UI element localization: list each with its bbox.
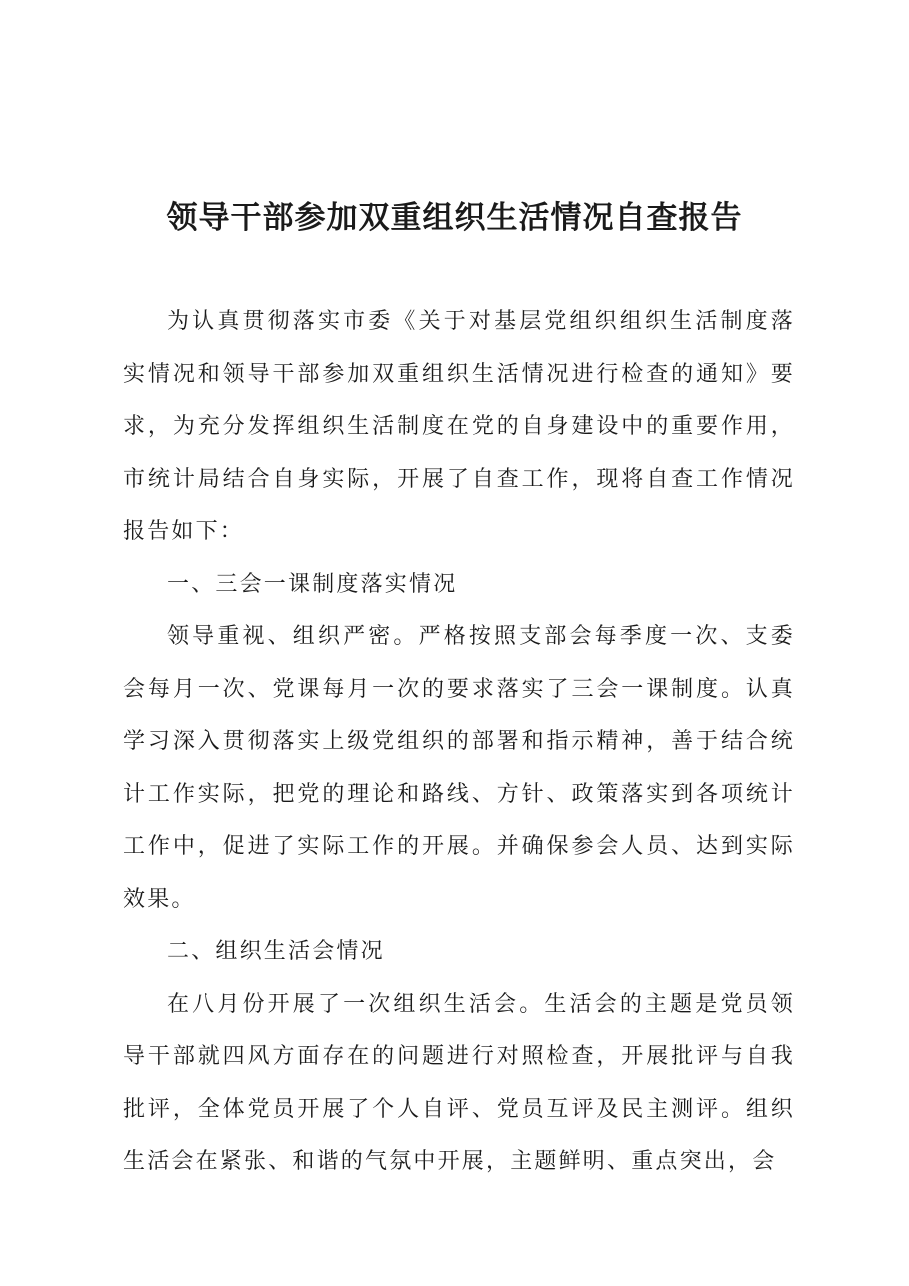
document-title: 领导干部参加双重组织生活情况自查报告 (166, 200, 743, 236)
section-heading-1: 一、三会一课制度落实情况 (167, 571, 458, 597)
paragraph-section-1: 领导重视、组织严密。严格按照支部会每季度一次、支委会每月一次、党课每月一次的要求落实了三会一课制度。认真学习深入贯彻落实上级党组织的部署和指示精神，善于结合统计工作实际，把党的理论和路线、方针、政策落实到各项统计工作中，促进了实际工作的开展。并确保参会人员、达到实际效果。 (123, 624, 795, 912)
section-heading-2: 二、组织生活会情况 (167, 939, 385, 964)
paragraph-intro: 为认真贯彻落实市委《关于对基层党组织组织生活制度落实情况和领导干部参加双重组织生活情况进行检查的通知》要求，为充分发挥组织生活制度在党的自身建设中的重要作用，市统计局结合自身实际，开展了自查工作，现将自查工作情况报告如下： (123, 309, 795, 544)
document-body (123, 296, 795, 1189)
paragraph-section-2: 在八月份开展了一次组织生活会。生活会的主题是党员领导干部就四风方面存在的问题进行对照检查，开展批评与自我批评，全体党员开展了个人自评、党员互评及民主测评。组织生活会在紧张、和谐的气氛中开展，主题鲜明、重点突出，会 (123, 991, 795, 1174)
